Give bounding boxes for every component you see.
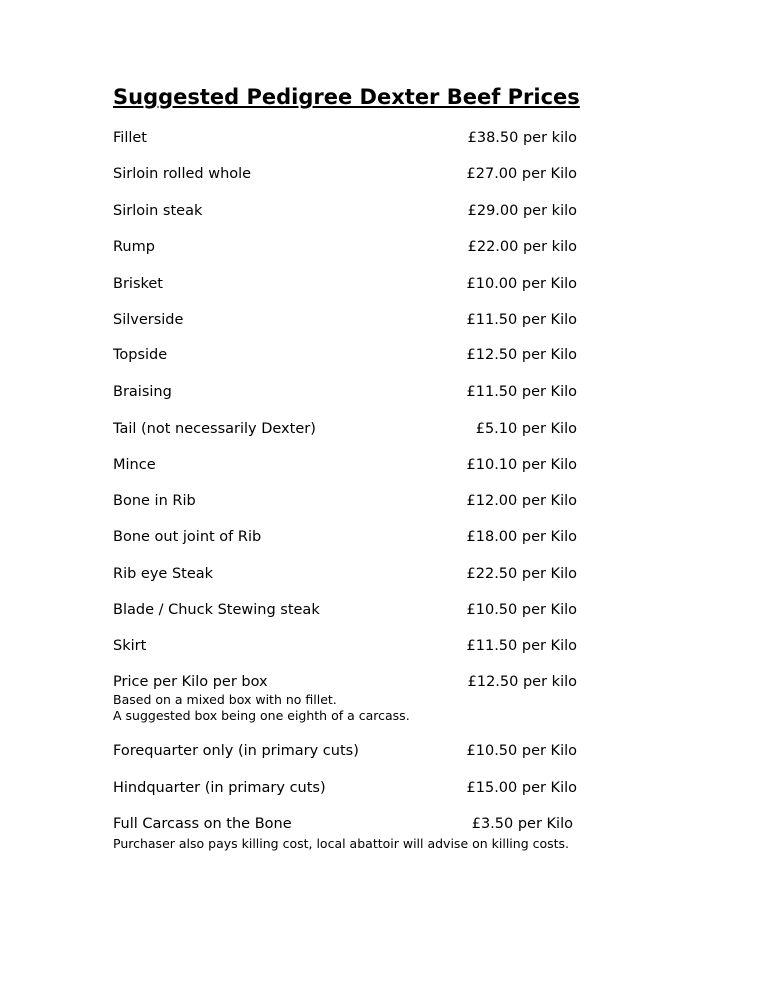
item-price: £38.50 per kilo [467,130,577,146]
item-name: Bone in Rib [113,493,196,509]
price-row [113,130,633,152]
price-row [113,816,633,838]
item-name: Full Carcass on the Bone [113,816,292,832]
item-price: £29.00 per kilo [467,203,577,219]
item-price: £11.50 per Kilo [466,384,577,400]
price-row [113,493,633,515]
price-row [113,743,633,765]
item-name: Braising [113,384,172,400]
item-price: £10.10 per Kilo [466,457,577,473]
item-name: Fillet [113,130,147,146]
item-price: £12.50 per Kilo [466,347,577,363]
price-row [113,312,633,334]
item-name: Sirloin rolled whole [113,166,252,182]
item-price: £11.50 per Kilo [466,638,577,654]
price-row [113,276,633,298]
price-row [113,166,633,188]
price-row [113,566,633,588]
price-row [113,239,633,261]
price-row [113,638,633,660]
price-row [113,384,633,406]
item-price: £27.00 per Kilo [466,166,577,182]
item-price: £12.00 per Kilo [466,493,577,509]
item-name: Rib eye Steak [113,566,214,582]
item-name: Hindquarter (in primary cuts) [113,780,326,796]
item-price: £5.10 per Kilo [475,421,577,437]
price-row [113,347,633,369]
item-price: £18.00 per Kilo [466,529,577,545]
item-price: £11.50 per Kilo [466,312,577,328]
item-name: Topside [113,347,168,363]
item-price: £22.00 per kilo [467,239,577,255]
item-price: £10.00 per Kilo [466,276,577,292]
item-price: £22.50 per Kilo [466,566,577,582]
item-name: Skirt [113,638,147,654]
item-price: £3.50 per Kilo [471,816,573,832]
page-title: Suggested Pedigree Dexter Beef Prices [113,85,580,109]
item-name: Rump [113,239,155,255]
item-name: Sirloin steak [113,203,203,219]
item-price: £12.50 per kilo [467,674,577,690]
price-row [113,203,633,225]
item-name: Tail (not necessarily Dexter) [113,421,316,437]
item-name: Brisket [113,276,163,292]
item-name: Forequarter only (in primary cuts) [113,743,359,759]
price-row [113,529,633,551]
item-name: Bone out joint of Rib [113,529,262,545]
item-price: £10.50 per Kilo [466,743,577,759]
item-name: Mince [113,457,156,473]
item-name: Price per Kilo per box [113,674,268,690]
item-price: £10.50 per Kilo [466,602,577,618]
price-row [113,780,633,802]
price-row [113,421,633,443]
price-row [113,457,633,479]
box-note: A suggested box being one eighth of a carcass. [113,708,410,723]
box-note: Based on a mixed box with no fillet. [113,692,337,707]
item-name: Silverside [113,312,184,328]
item-price: £15.00 per Kilo [466,780,577,796]
price-row [113,602,633,624]
carcass-note: Purchaser also pays killing cost, local abattoir will advise on killing costs. [113,836,570,851]
item-name: Blade / Chuck Stewing steak [113,602,320,618]
